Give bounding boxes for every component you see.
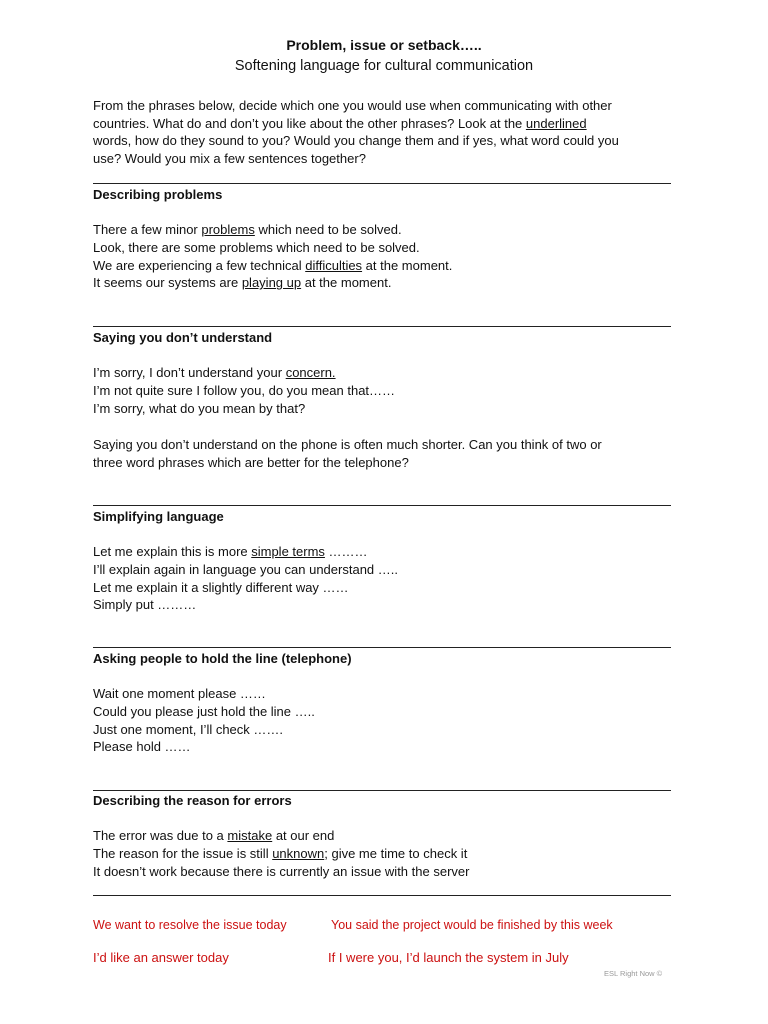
underlined-word: underlined [525,115,587,131]
section-divider [93,647,671,648]
intro-text: countries. What do and don’t you like about the other phrases? Look at the [93,115,526,131]
underlined-word: difficulties [305,257,363,273]
section-describing-problems [93,221,678,292]
section-divider [93,183,671,184]
underlined-word: playing up [241,275,302,291]
phrase-line [93,221,678,239]
red-phrase: If I were you, I’d launch the system in July [328,950,569,965]
phrase-line: I’ll explain again in language you can understand ….. [93,561,398,577]
intro-line [93,115,678,133]
phrase-line: Wait one moment please …… [93,686,266,701]
phrase-line: Let me explain it a slightly different way …… [93,579,349,595]
section-heading-dont-understand: Saying you don’t understand [93,330,273,345]
question-line: three word phrases which are better for the telephone? [93,454,409,470]
underlined-word: simple terms [251,544,325,559]
phrase-text: Let me explain this is more [93,544,252,559]
phrase-line [93,827,678,845]
section-divider [93,790,671,791]
phrase-text: ; give me time to check it [324,845,468,861]
phrase-line: I’m not quite sure I follow you, do you mean that…… [93,382,396,398]
page-subtitle: Softening language for cultural communication [234,58,534,74]
phrase-text: which need to be solved. [254,222,402,237]
phrase-line [93,543,678,561]
section-divider [93,505,671,506]
section-heading-hold-line: Asking people to hold the line (telephone) [93,651,352,666]
section-dont-understand-question [93,436,678,472]
phrase-text: We are experiencing a few technical [93,257,306,273]
underlined-word: concern. [285,365,336,380]
phrase-text: at the moment. [301,275,392,291]
underlined-word: problems [201,222,255,237]
section-heading-describing-problems: Describing problems [93,187,223,202]
phrase-line [93,364,678,382]
phrase-line [93,845,678,863]
phrase-line: It doesn’t work because there is currently an issue with the server [93,863,470,879]
section-errors [93,827,678,880]
phrase-text: I’m sorry, I don’t understand your [93,365,286,380]
question-line: Saying you don’t understand on the phone is often much shorter. Can you think of two or [93,437,602,452]
phrase-line: Please hold …… [93,739,191,755]
red-phrase: I’d like an answer today [93,950,229,965]
section-divider [93,326,671,327]
copyright-footer: ESL Right Now © [604,969,663,978]
phrase-line: Simply put ……… [93,597,197,613]
section-heading-errors: Describing the reason for errors [93,793,292,808]
phrase-text: ……… [324,544,368,559]
phrase-text: The error was due to a [93,828,228,843]
section-divider [93,895,671,896]
phrase-text: There a few minor [93,222,202,237]
phrase-line [93,257,678,275]
phrase-text: The reason for the issue is still [93,845,273,861]
page-title: Problem, issue or setback….. [286,37,482,53]
underlined-word: unknown [272,845,325,861]
section-hold-line [93,685,678,756]
phrase-line: Look, there are some problems which need to be solved. [93,239,420,255]
section-dont-understand [93,364,678,417]
intro-line: use? Would you mix a few sentences together? [93,150,366,166]
underlined-word: mistake [227,828,273,843]
intro-line: words, how do they sound to you? Would you change them and if yes, what word could you [93,133,619,149]
section-simplifying [93,543,678,614]
section-heading-simplifying: Simplifying language [93,509,224,524]
intro-paragraph [93,97,678,167]
phrase-text: at our end [272,828,335,843]
phrase-line: I’m sorry, what do you mean by that? [93,400,306,416]
red-phrase: You said the project would be finished by this week [331,918,613,932]
phrase-line: Could you please just hold the line ….. [93,703,315,719]
phrase-text: at the moment. [362,257,453,273]
phrase-line [93,274,678,292]
phrase-line: Just one moment, I’ll check ……. [93,721,284,737]
red-phrase: We want to resolve the issue today [93,918,287,932]
intro-line: From the phrases below, decide which one you would use when communicating with other [93,98,612,113]
phrase-text: It seems our systems are [93,275,242,291]
